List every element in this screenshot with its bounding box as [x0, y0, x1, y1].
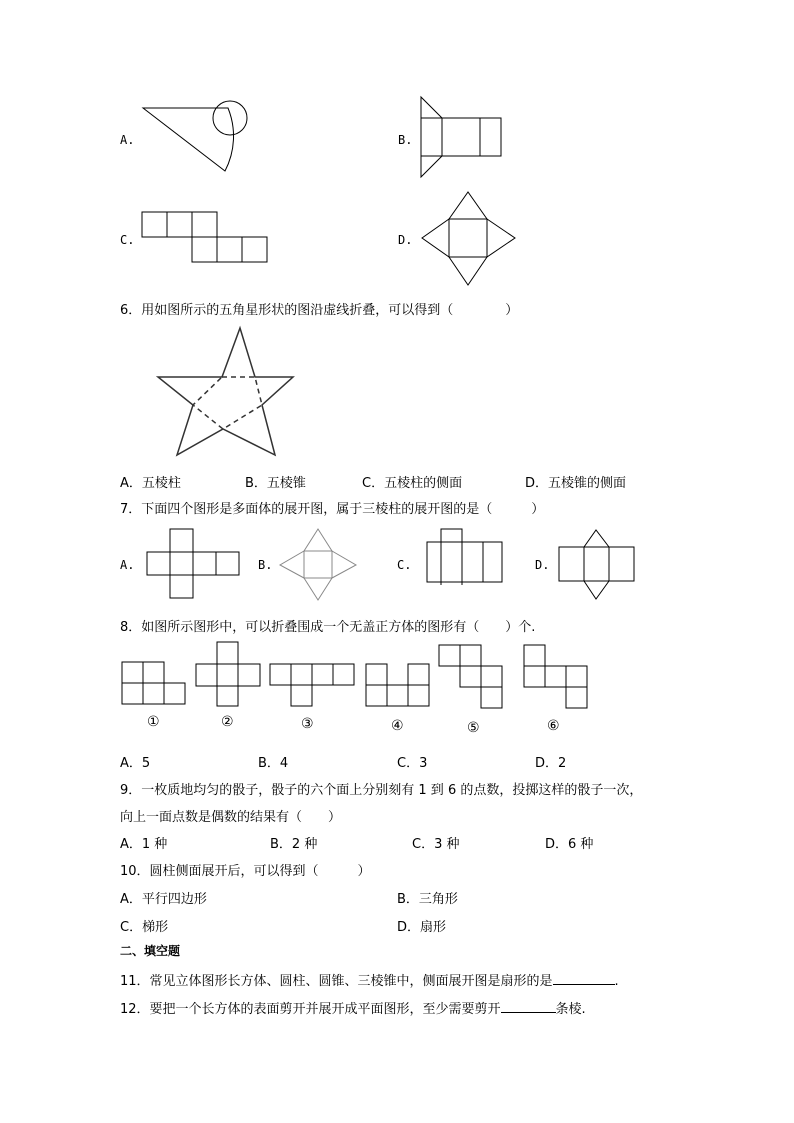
cube-net-figure [140, 210, 275, 266]
q7-triangular-prism-net-figure [557, 528, 639, 603]
q6-question-text: 6．用如图所示的五角星形状的图沿虚线折叠，可以得到（ ） [120, 303, 519, 318]
q6-option-d: D．五棱锥的侧面 [525, 476, 627, 491]
q8-figure-5 [437, 643, 505, 711]
q12-text-before: 12．要把一个长方体的表面剪开并展开成平面图形，至少需要剪开 [120, 1002, 501, 1017]
q8-option-d: D．2 [535, 756, 567, 771]
five-pointed-star-figure [155, 325, 297, 460]
q12-text-after: 条棱. [555, 1002, 586, 1017]
q8-figure-2 [194, 640, 266, 690]
q11-text-after: . [614, 974, 619, 989]
q11-question [120, 970, 619, 989]
square-pyramid-net-figure [420, 190, 520, 288]
q8-figure-4-number: ④ [391, 718, 404, 734]
q5-option-b-label: B. [398, 133, 413, 147]
q8-option-c: C．3 [397, 756, 428, 771]
q10-option-b: B．三角形 [397, 892, 458, 907]
q11-answer-blank[interactable] [553, 972, 615, 985]
q10-question-text: 10．圆柱侧面展开后，可以得到（ ） [120, 864, 371, 879]
q8-figure-1 [120, 660, 188, 708]
q8-figure-6 [522, 643, 590, 711]
q10-option-a: A．平行四边形 [120, 892, 207, 907]
q12-question [120, 998, 586, 1017]
q8-figure-2-bottom [194, 684, 266, 708]
q5-option-c-label: C. [120, 233, 135, 247]
q5-option-a-label: A. [120, 133, 135, 147]
q7-option-a-label: A. [120, 558, 135, 572]
q8-figure-4 [364, 662, 432, 710]
q9-option-b: B．2 种 [270, 837, 318, 852]
q7-question-text: 7．下面四个图形是多面体的展开图，属于三棱柱的展开图的是（ ） [120, 502, 545, 517]
q9-option-a: A．1 种 [120, 837, 168, 852]
q8-figure-1-number: ① [147, 714, 160, 730]
q9-question-line-2: 向上一面点数是偶数的结果有（ ） [120, 810, 342, 825]
q8-figure-6-number: ⑥ [547, 718, 560, 734]
q6-option-c: C．五棱柱的侧面 [362, 476, 463, 491]
q8-question-text: 8．如图所示图形中，可以折叠围成一个无盖正方体的图形有（ ）个. [120, 620, 536, 635]
q6-option-a: A．五棱柱 [120, 476, 181, 491]
q8-figure-5-number: ⑤ [467, 720, 480, 736]
q7-option-d-label: D. [535, 558, 550, 572]
q7-option-b-label: B. [258, 558, 273, 572]
q7-square-pyramid-net-figure [278, 527, 360, 603]
q10-option-d: D．扇形 [397, 920, 447, 935]
q9-option-d: D．6 种 [545, 837, 594, 852]
triangular-prism-net-figure [418, 95, 508, 180]
q8-option-b: B．4 [258, 756, 289, 771]
q7-cube-cross-net-figure [145, 527, 245, 602]
q12-answer-blank[interactable] [501, 1000, 556, 1013]
q8-figure-2-number: ② [221, 714, 234, 730]
q11-text-before: 11．常见立体图形长方体、圆柱、圆锥、三棱锥中，侧面展开图是扇形的是 [120, 974, 553, 989]
q5-option-d-label: D. [398, 233, 413, 247]
q7-rectangle-net-figure [425, 527, 507, 587]
q9-question-line-1: 9．一枚质地均匀的骰子，骰子的六个面上分别刻有 1 到 6 的点数，投掷这样的骰子一次， [120, 783, 643, 798]
sector-and-circle-figure [140, 98, 250, 178]
q6-option-b: B．五棱锥 [245, 476, 306, 491]
q8-option-a: A．5 [120, 756, 151, 771]
q8-figure-3-number: ③ [301, 716, 314, 732]
q7-option-c-label: C. [397, 558, 412, 572]
q9-option-c: C．3 种 [412, 837, 460, 852]
section-title-fill-in: 二、填空题 [120, 944, 181, 958]
q10-option-c: C．梯形 [120, 920, 169, 935]
q8-figure-3 [268, 662, 356, 710]
